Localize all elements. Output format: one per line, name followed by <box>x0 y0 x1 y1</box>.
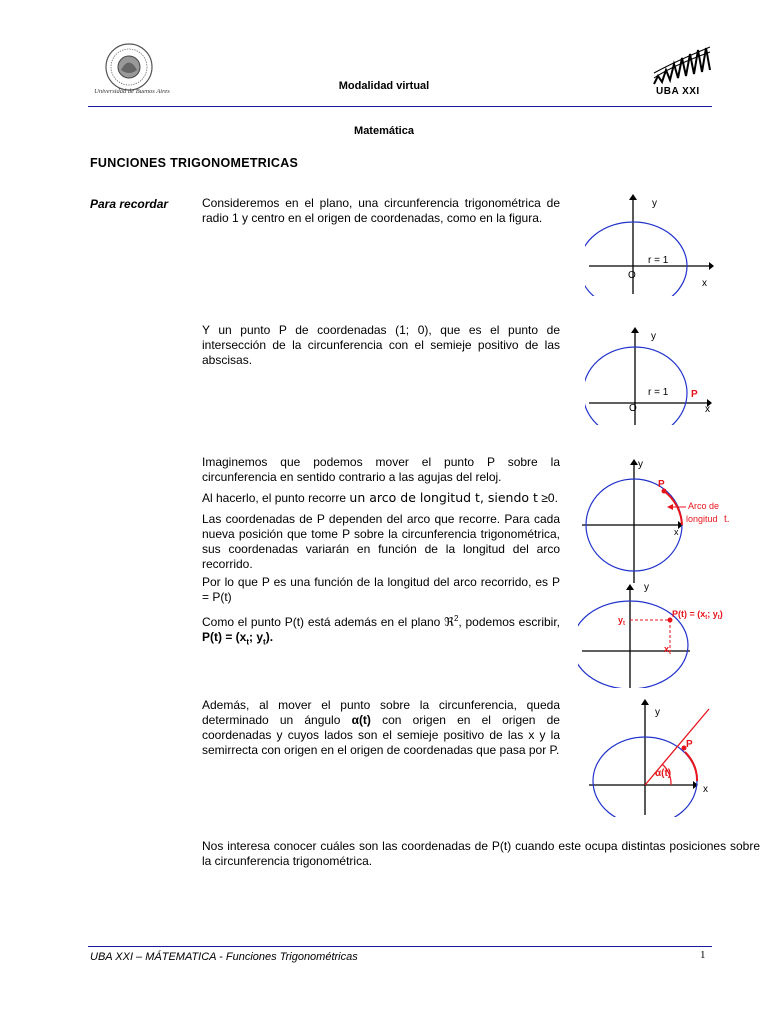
figure-unit-circle <box>585 192 715 296</box>
arc-label-line2: longitud <box>686 514 718 524</box>
paragraph-arc <box>202 490 560 506</box>
arc-label-line1: Arco de <box>688 501 720 511</box>
y-axis-label: y <box>638 459 643 470</box>
paragraph-angle <box>202 698 560 758</box>
point-p-label: P <box>686 739 693 750</box>
page-number: 1 <box>700 949 706 961</box>
header-title: Modalidad virtual <box>338 80 430 92</box>
x-axis-label: x <box>703 784 708 795</box>
y-axis-label: y <box>651 331 656 342</box>
point-p-label: P <box>691 389 698 400</box>
figure-angle-alpha <box>585 697 720 817</box>
x-axis-label: x <box>702 278 707 289</box>
y-axis-label: y <box>652 198 657 209</box>
origin-label: O <box>629 403 637 414</box>
x-axis-label: x <box>705 404 710 415</box>
arc-text-pre: Al hacerlo, el punto recorre <box>202 491 347 505</box>
arc-text-end: 0. <box>547 491 558 505</box>
figure-pt-coordinates <box>578 578 738 688</box>
paragraph-plane <box>202 611 560 649</box>
y-axis-label: y <box>644 582 649 593</box>
paragraph-interest: Nos interesa conocer cuáles son las coordenadas de P(t) cuando este ocupa distintas posiciones sobre la circunferencia trigonométrica. <box>202 839 760 868</box>
figure-point-p <box>585 325 715 425</box>
origin-label: O <box>628 270 636 281</box>
paragraph-function: Por lo que P es una función de la longitud del arco recorrido, es P = P(t) <box>202 575 560 604</box>
figure-arc-length <box>578 455 738 583</box>
radius-label: r = 1 <box>648 255 669 266</box>
angle-text-post: con origen en el origen de coordenadas y cuyos lados son el semieje positivo de las x y la semirrecta con origen en el origen de coordenadas que pasa por P. <box>202 713 560 757</box>
yt-label: $y_t$ <box>618 615 626 627</box>
uba-xxi-logo-text: UBA XXI <box>656 86 700 97</box>
arc-text-mid: un arco de longitud t, siendo t <box>349 490 538 505</box>
real-plane-symbol: ℜ <box>444 615 454 629</box>
plane-text-post: , podemos escribir, <box>458 615 560 629</box>
footer-text: UBA XXI – MÁTEMATICA - Funciones Trigonométricas <box>90 951 358 963</box>
x-axis-label: x <box>674 527 679 537</box>
angle-text-pre: Además, al mover el punto sobre la circunferencia, queda determinado un ángulo <box>202 698 560 727</box>
arc-label-t: t. <box>724 514 730 525</box>
pt-label: $P(t) = (x_t$; $y_t$) <box>672 609 723 621</box>
section-title: FUNCIONES TRIGONOMETRICAS <box>90 156 299 170</box>
margin-label: Para recordar <box>90 197 169 211</box>
pt-formula: $P(t) = (x_t$; $y_t$). <box>202 630 274 647</box>
header-rule <box>88 106 712 107</box>
university-logo-caption: Universidad de Buenos Aires <box>94 88 170 95</box>
subject-title: Matemática <box>354 125 414 137</box>
footer-rule <box>88 946 712 947</box>
geq-symbol: ≥ <box>541 491 548 505</box>
paragraph-intro: Consideremos en el plano, una circunferencia trigonométrica de radio 1 y centro en el origen de coordenadas, como en la figura. <box>202 196 560 225</box>
angle-label: α(t) <box>655 768 672 779</box>
alpha-t-symbol: α(t) <box>351 713 371 727</box>
paragraph-coordinates: Las coordenadas de P dependen del arco que recorre. Para cada nueva posición que tome P sobre la circunferencia trigonométrica, sus coordenadas variarán en función de la longitud del arco recorrido. <box>202 512 560 571</box>
plane-text-pre: Como el punto P(t) está además en el plano <box>202 615 441 629</box>
y-axis-label: y <box>655 707 660 718</box>
radius-label: r = 1 <box>648 387 669 398</box>
unit-circle <box>585 222 687 296</box>
real-plane-exponent: 2 <box>453 614 459 623</box>
paragraph-move-point: Imaginemos que podemos mover el punto P sobre la circunferencia en sentido contrario a las agujas del reloj. <box>202 455 560 484</box>
point-p-label: P <box>658 479 665 490</box>
xt-label: $x_t$ <box>664 644 672 656</box>
paragraph-point-p: Y un punto P de coordenadas (1; 0), que es el punto de intersección de la circunferencia con el semieje positivo de las abscisas. <box>202 323 560 367</box>
